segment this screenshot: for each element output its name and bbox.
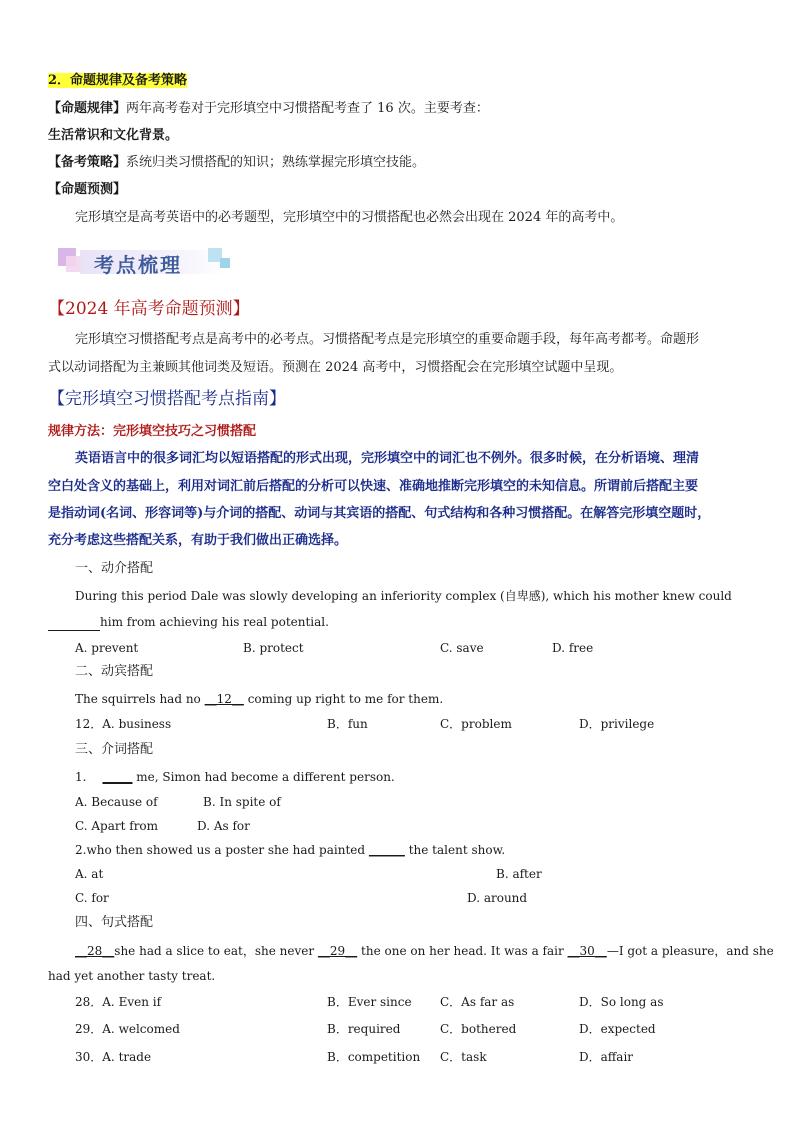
- rule-text: 两年高考卷对于完形填空中习惯搭配考查了 16 次。主要考查：: [126, 101, 489, 116]
- method-para-line4: 充分考虑这些搭配关系，有助于我们做出正确选择。: [48, 533, 348, 548]
- section-4-title: 四、句式搭配: [75, 915, 154, 930]
- rule-line: [48, 101, 489, 117]
- banner-decor-square: [220, 258, 230, 268]
- method-para-line1: 英语语言中的很多词汇均以短语搭配的形式出现，完形填空中的词汇也不例外。很多时候，在分析语境、理清: [75, 451, 700, 466]
- s4-passage-line2: had yet another tasty treat.: [48, 969, 216, 983]
- predict-text: 完形填空是高考英语中的必考题型，完形填空中的习惯搭配也必然会出现在 2024 年的高考中。: [75, 210, 624, 225]
- predict-tag: 【命题预测】: [48, 182, 127, 197]
- answer-blank: [48, 614, 100, 631]
- prediction-2024-title: 【2024 年高考命题预测】: [48, 299, 250, 319]
- strategy-tag: 【备考策略】: [48, 155, 127, 170]
- answer-blank: __30__: [567, 944, 607, 958]
- section-2-collocation-title: 二、动宾搭配: [75, 664, 154, 679]
- banner-title: 考点梳理: [94, 253, 182, 277]
- strategy-text: 系统归类习惯搭配的知识；熟练掌握完形填空技能。: [126, 155, 426, 170]
- q30-option-a: 30．A. trade: [75, 1050, 152, 1064]
- q30-option-b: B．competition: [327, 1050, 421, 1064]
- answer-blank: __12__: [204, 692, 244, 706]
- s3-q1-option-b: B. In spite of: [203, 795, 281, 809]
- q28-option-c: C．As far as: [440, 995, 515, 1009]
- guide-title: 【完形填空习惯搭配考点指南】: [48, 389, 286, 409]
- method-para-line3: 是指动词(名词、形容词等)与介词的搭配、动词与其宾语的搭配、句式结构和各种习惯搭配。在解答完形填空题时，: [48, 506, 711, 521]
- s1-option-c: C. save: [440, 641, 484, 655]
- s2-option-c: C．problem: [440, 717, 512, 731]
- q28-option-a: 28．A. Even if: [75, 995, 162, 1009]
- q28-option-b: B．Ever since: [327, 995, 412, 1009]
- section-banner: [58, 246, 236, 276]
- s2-option-a: 12．A. business: [75, 717, 172, 731]
- s3-q2-option-a: A. at: [75, 867, 104, 881]
- method-para-line2: 空白处含义的基础上，利用对词汇前后搭配的分析可以快速、准确地推断完形填空的未知信息。所谓前后搭配主要: [48, 479, 699, 494]
- s4-passage-line1: __28__she had a slice to eat，she never __29__ the one on her head. It was a fair __30__—I got a pleasure，and she: [75, 944, 774, 958]
- method-line: 规律方法：完形填空技巧之习惯搭配: [48, 424, 257, 439]
- s1-question-line1: During this period Dale was slowly developing an inferiority complex (自卑感), which his mother knew could: [75, 589, 732, 603]
- section-3-title: 三、介词搭配: [75, 742, 154, 757]
- s2-question: The squirrels had no __12__ coming up right to me for them.: [75, 692, 444, 706]
- s3-q2-option-c: C. for: [75, 891, 109, 905]
- s3-question-2: 2.who then showed us a poster she had painted ______ the talent show.: [75, 843, 506, 857]
- strategy-line: [48, 155, 425, 171]
- q29-option-c: C．bothered: [440, 1022, 517, 1036]
- q30-option-c: C．task: [440, 1050, 487, 1064]
- section-2-title: 2．命题规律及备考策略: [48, 73, 188, 88]
- rule-tag: 【命题规律】: [48, 101, 127, 116]
- q28-option-d: D．So long as: [579, 995, 664, 1009]
- s1-option-b: B. protect: [243, 641, 304, 655]
- prediction-2024-para-line2: 式以动词搭配为主兼顾其他词类及短语。预测在 2024 高考中，习惯搭配会在完形填空试题中呈现。: [48, 360, 623, 375]
- s2-option-d: D．privilege: [579, 717, 655, 731]
- prediction-2024-para-line1: 完形填空习惯搭配考点是高考中的必考点。习惯搭配考点是完形填空的重要命题手段，每年高考都考。命题形: [75, 332, 700, 347]
- section-1-title: 一、动介搭配: [75, 561, 154, 576]
- q29-option-b: B．required: [327, 1022, 401, 1036]
- q29-option-a: 29．A. welcomed: [75, 1022, 180, 1036]
- s3-question-1: 1. _____ me, Simon had become a different person.: [75, 770, 395, 784]
- s3-q1-option-a: A. Because of: [75, 795, 158, 809]
- s3-q2-option-d: D. around: [467, 891, 528, 905]
- answer-blank: __29__: [317, 944, 358, 958]
- s3-q1-option-d: D. As for: [197, 819, 250, 833]
- s1-question-line2: him from achieving his real potential.: [48, 614, 329, 631]
- q30-option-d: D．affair: [579, 1050, 634, 1064]
- answer-blank: _____: [102, 770, 133, 784]
- s3-q1-option-c: C. Apart from: [75, 819, 159, 833]
- s1-option-d: D. free: [552, 641, 594, 655]
- s1-option-a: A. prevent: [75, 641, 139, 655]
- s2-option-b: B．fun: [327, 717, 368, 731]
- answer-blank: ______: [368, 843, 405, 857]
- s3-q2-option-b: B. after: [496, 867, 542, 881]
- rule-text-2: 生活常识和文化背景。: [48, 128, 179, 143]
- answer-blank: __28__: [75, 944, 115, 958]
- q29-option-d: D．expected: [579, 1022, 656, 1036]
